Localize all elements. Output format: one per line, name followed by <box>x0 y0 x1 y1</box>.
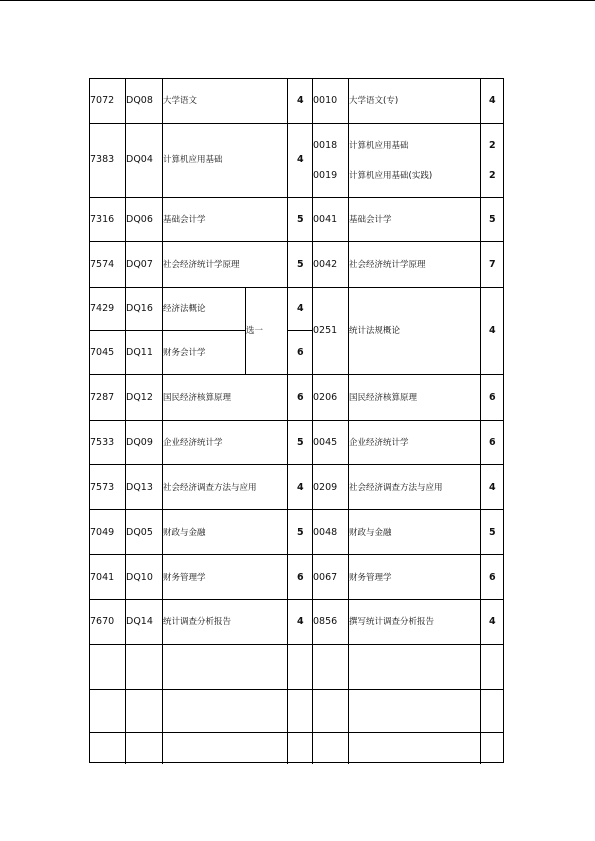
course-credit: 4 <box>297 95 304 106</box>
elective-row-divider <box>90 330 245 331</box>
exam-code: 0206 <box>313 392 338 403</box>
dq-code: DQ14 <box>126 616 153 627</box>
exam-name: 统计法规概论 <box>349 326 401 336</box>
course-name: 国民经济核算原理 <box>163 393 232 403</box>
col-divider <box>162 79 163 764</box>
row-divider <box>90 374 503 375</box>
course-name: 企业经济统计学 <box>163 438 223 448</box>
course-credit: 5 <box>297 527 304 538</box>
row-divider <box>90 644 503 645</box>
exam-code: 0042 <box>313 259 338 270</box>
row-divider <box>90 464 503 465</box>
dq-code: DQ07 <box>126 259 153 270</box>
course-code: 7287 <box>90 392 115 403</box>
exam-name: 财政与金融 <box>349 528 392 538</box>
exam-name: 财务管理学 <box>349 573 392 583</box>
course-code: 7574 <box>90 259 115 270</box>
dq-code: DQ16 <box>126 303 153 314</box>
dq-code: DQ06 <box>126 214 153 225</box>
exam-name: 基础会计学 <box>349 215 392 225</box>
col-divider <box>480 79 481 764</box>
row-divider <box>90 197 503 198</box>
exam-credit: 5 <box>489 214 496 225</box>
course-name: 经济法概论 <box>163 304 206 314</box>
course-code: 7533 <box>90 437 115 448</box>
course-name: 财务会计学 <box>163 348 206 358</box>
exam-name: 大学语文(专) <box>349 96 399 106</box>
exam-credit: 7 <box>489 259 496 270</box>
row-divider <box>90 287 503 288</box>
col-divider <box>125 79 126 764</box>
course-credit: 4 <box>297 303 304 314</box>
row-divider <box>90 241 503 242</box>
course-code: 7429 <box>90 303 115 314</box>
exam-code: 0048 <box>313 527 338 538</box>
exam-code: 0010 <box>313 95 338 106</box>
row-divider <box>90 599 503 600</box>
exam-code: 0209 <box>313 482 338 493</box>
course-credit: 6 <box>297 347 304 358</box>
course-code: 7670 <box>90 616 115 627</box>
exam-name: 计算机应用基础(实践) <box>349 171 433 181</box>
dq-code: DQ11 <box>126 347 153 358</box>
exam-name: 计算机应用基础 <box>349 141 409 151</box>
course-code: 7049 <box>90 527 115 538</box>
course-name: 基础会计学 <box>163 215 206 225</box>
course-code: 7041 <box>90 572 115 583</box>
exam-credit: 4 <box>489 325 496 336</box>
course-name: 社会经济调查方法与应用 <box>163 483 257 493</box>
row-divider <box>90 732 503 733</box>
course-name: 社会经济统计学原理 <box>163 260 240 270</box>
course-credit: 6 <box>297 572 304 583</box>
exam-credit: 6 <box>489 572 496 583</box>
course-name: 财政与金融 <box>163 528 206 538</box>
course-name: 统计调查分析报告 <box>163 617 232 627</box>
exam-code: 0856 <box>313 616 338 627</box>
course-credit: 4 <box>297 154 304 165</box>
exam-name: 社会经济调查方法与应用 <box>349 483 443 493</box>
course-code: 7573 <box>90 482 115 493</box>
exam-credit: 4 <box>489 95 496 106</box>
course-name: 计算机应用基础 <box>163 155 223 165</box>
exam-credit: 5 <box>489 527 496 538</box>
course-credit: 4 <box>297 616 304 627</box>
dq-code: DQ05 <box>126 527 153 538</box>
exam-code: 0018 <box>313 140 338 151</box>
exam-name: 社会经济统计学原理 <box>349 260 426 270</box>
row-divider <box>90 509 503 510</box>
course-credit: 6 <box>297 392 304 403</box>
course-code: 7383 <box>90 154 115 165</box>
row-divider <box>90 554 503 555</box>
exam-code: 0251 <box>313 325 338 336</box>
course-name: 大学语文 <box>163 96 198 106</box>
row-divider <box>90 420 503 421</box>
exam-credit: 6 <box>489 437 496 448</box>
exam-code: 0067 <box>313 572 338 583</box>
course-code: 7072 <box>90 95 115 106</box>
exam-code: 0045 <box>313 437 338 448</box>
exam-name: 国民经济核算原理 <box>349 393 418 403</box>
course-mapping-table <box>89 78 504 763</box>
row-divider <box>90 689 503 690</box>
exam-credit: 6 <box>489 392 496 403</box>
course-credit: 5 <box>297 259 304 270</box>
course-credit: 5 <box>297 214 304 225</box>
exam-credit: 4 <box>489 616 496 627</box>
exam-credit: 2 <box>489 140 496 151</box>
dq-code: DQ08 <box>126 95 153 106</box>
course-code: 7045 <box>90 347 115 358</box>
course-credit: 5 <box>297 437 304 448</box>
exam-credit: 4 <box>489 482 496 493</box>
course-name: 财务管理学 <box>163 573 206 583</box>
dq-code: DQ13 <box>126 482 153 493</box>
exam-credit: 2 <box>489 170 496 181</box>
exam-code: 0019 <box>313 170 338 181</box>
col-divider <box>287 79 288 764</box>
elective-label: 选一 <box>246 326 264 336</box>
exam-name: 企业经济统计学 <box>349 438 409 448</box>
page-top-rule <box>0 0 595 1</box>
exam-code: 0041 <box>313 214 338 225</box>
exam-name: 撰写统计调查分析报告 <box>349 617 435 627</box>
dq-code: DQ09 <box>126 437 153 448</box>
row-divider <box>90 123 503 124</box>
course-credit: 4 <box>297 482 304 493</box>
dq-code: DQ12 <box>126 392 153 403</box>
dq-code: DQ04 <box>126 154 153 165</box>
dq-code: DQ10 <box>126 572 153 583</box>
course-code: 7316 <box>90 214 115 225</box>
elective-choice-rule <box>287 330 312 331</box>
